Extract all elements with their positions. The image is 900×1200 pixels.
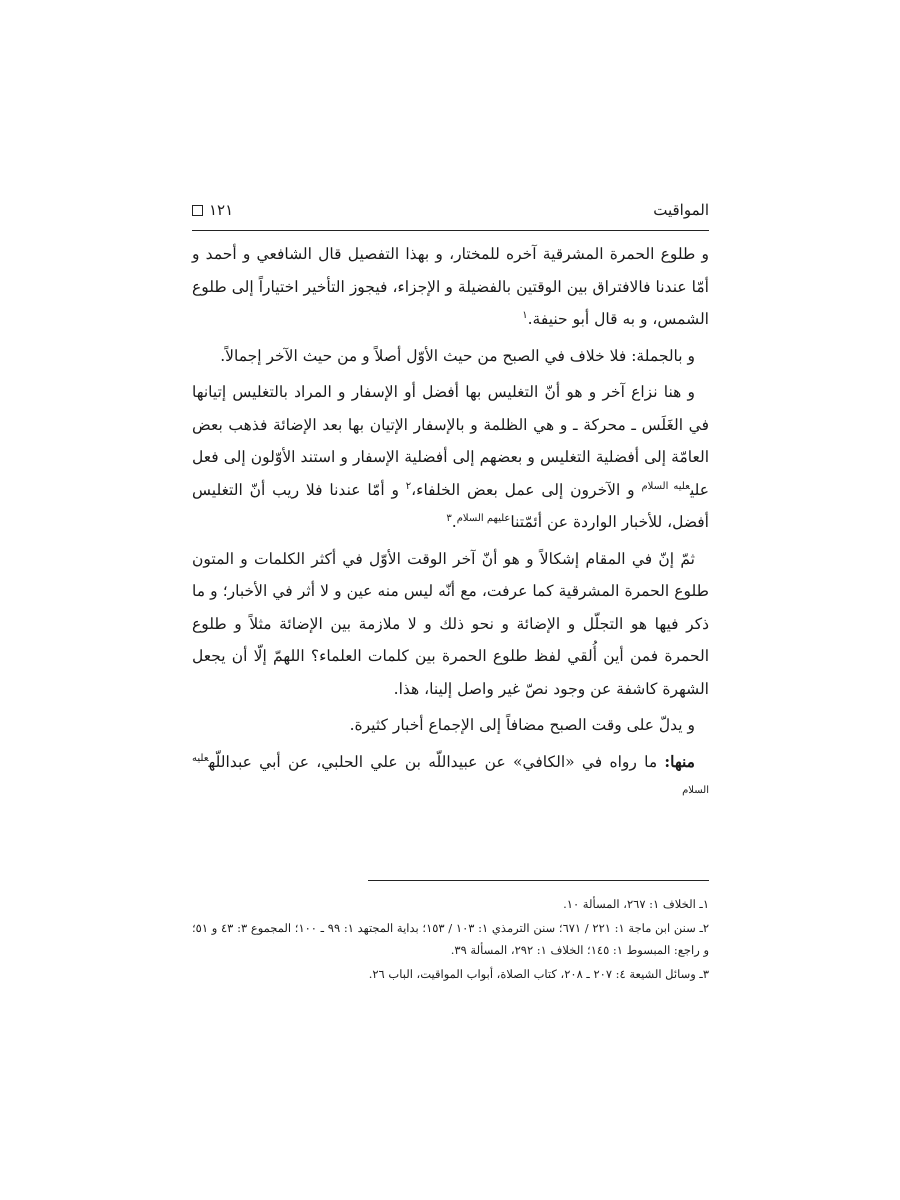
paragraph-3-text-a: و هنا نزاع آخر و هو أنّ التغليس بها أفضل أو الإسفار و المراد بالتغليس إتيانها في الغَلَس ـ محركة ـ و هي الظلمة و بالإسفار الإتيان بها بعد الإضائة فذهب بعض العامّة إلى أفضلية التغليس و بعضهم إلى أفضلية الإسفار و استند الأوّلون إلى فعل علي (192, 383, 709, 499)
paragraph-2: و بالجملة: فلا خلاف في الصبح من حيث الأوّل أصلاً و من حيث الآخر إجمالاً. (220, 346, 695, 365)
paragraph-1 (192, 238, 709, 336)
footnote-ref-3: ٣ (446, 512, 452, 524)
paragraph-4: ثمّ إنّ في المقام إشكالاً و هو أنّ آخر الوقت الأوّل في أكثر الكلمات و المتون طلوع الحمرة المشرقية كما عرفت، مع أنّه ليس منه عين و لا أثر في الأخبار؛ و ما ذكر فيها هو التجلّل و الإضائة و نحو ذلك و لا ملازمة بين الإضائة مثلاً و طلوع الحمرة فمن أين أُلقي لفظ طلوع الحمرة بين كلمات العلماء؟ اللهمّ إلّا أن يجعل الشهرة كاشفة عن وجود نصّ غير واصل إلينا، هذا. (192, 549, 709, 698)
header-rule (192, 230, 709, 231)
footnotes (192, 893, 709, 987)
running-title: المواقيت (653, 201, 709, 219)
footnote-ref-2: ٢ (405, 480, 412, 492)
page-number: ١٢١ (209, 201, 234, 219)
footnote-rule (368, 880, 709, 881)
paragraph-3-text-c: و أمّا عندنا فلا ريب أنّ التغليس أفضل، للأخبار الواردة عن أئمّتنا (192, 480, 709, 531)
paragraph-1-text: و طلوع الحمرة المشرقية آخره للمختار، و بهذا التفصيل قال الشافعي و أحمد و أمّا عندنا فالافتراق بين الوقتين بالفضيلة و الإجزاء، فيجوز التأخير اختياراً إلى طلوع الشمس، و به قال أبو حنيفة. (192, 245, 709, 328)
honorific-1: عليه السلام (641, 480, 690, 492)
honorific-3: عليه السلام (192, 752, 709, 796)
footnote-1: ١ـ الخلاف ١: ٢٦٧، المسألة ١٠. (563, 897, 709, 911)
footnote-ref-1: ١ (522, 309, 528, 321)
paragraph-3: و هنا نزاع آخر و هو أنّ التغليس بها أفضل أو الإسفار و المراد بالتغليس إتيانها في الغَلَس ـ محركة ـ و هي الظلمة و بالإسفار الإتيان بها بعد الإضائة فذهب بعض العامّة إلى أفضلية التغليس و بعضهم إلى أفضلية الإسفار و استند الأوّلون إلى فعل علي$^{عليه السلام}$ و الآخرون إلى عمل بعض الخلفاء،$^٢$ و أمّا عندنا فلا ريب أنّ التغليس أفضل، للأخبار الواردة عن أئمّتنا$^{عليهم السلام}$.$^٣$ (192, 383, 709, 531)
footnote-3: ٣ـ وسائل الشيعة ٤: ٢٠٧ ـ ٢٠٨، كتاب الصلاة، أبواب المواقيت، الباب ٢٦. (368, 967, 709, 981)
page-header (192, 196, 709, 224)
square-icon (192, 205, 203, 216)
main-text (192, 238, 709, 815)
paragraph-5: و يدلّ على وقت الصبح مضافاً إلى الإجماع أخبار كثيرة. (349, 716, 695, 734)
footnote-2: ٢ـ سنن ابن ماجة ١: ٢٢١ / ٦٧١؛ سنن الترمذي ١: ١٠٣ / ١٥٣؛ بداية المجتهد ١: ٩٩ ـ ١٠٠؛ المجموع ٣: ٤٣ و ٥١؛ و راجع: المبسوط ١: ١٤٥؛ الخلاف ١: ٢٩٢، المسألة ٣٩. (192, 921, 710, 957)
paragraph-3-text-b: و الآخرون إلى عمل بعض الخلفاء، (411, 480, 635, 499)
paragraph-6 (192, 746, 709, 811)
honorific-2: عليهم السلام (456, 512, 511, 524)
page-number-block (192, 201, 233, 219)
paragraph-6-label: منها: (664, 751, 695, 771)
paragraph-6-text: ما رواه في «الكافي» عن عبيداللّه بن علي الحلبي، عن أبي عبداللّه (208, 752, 658, 771)
